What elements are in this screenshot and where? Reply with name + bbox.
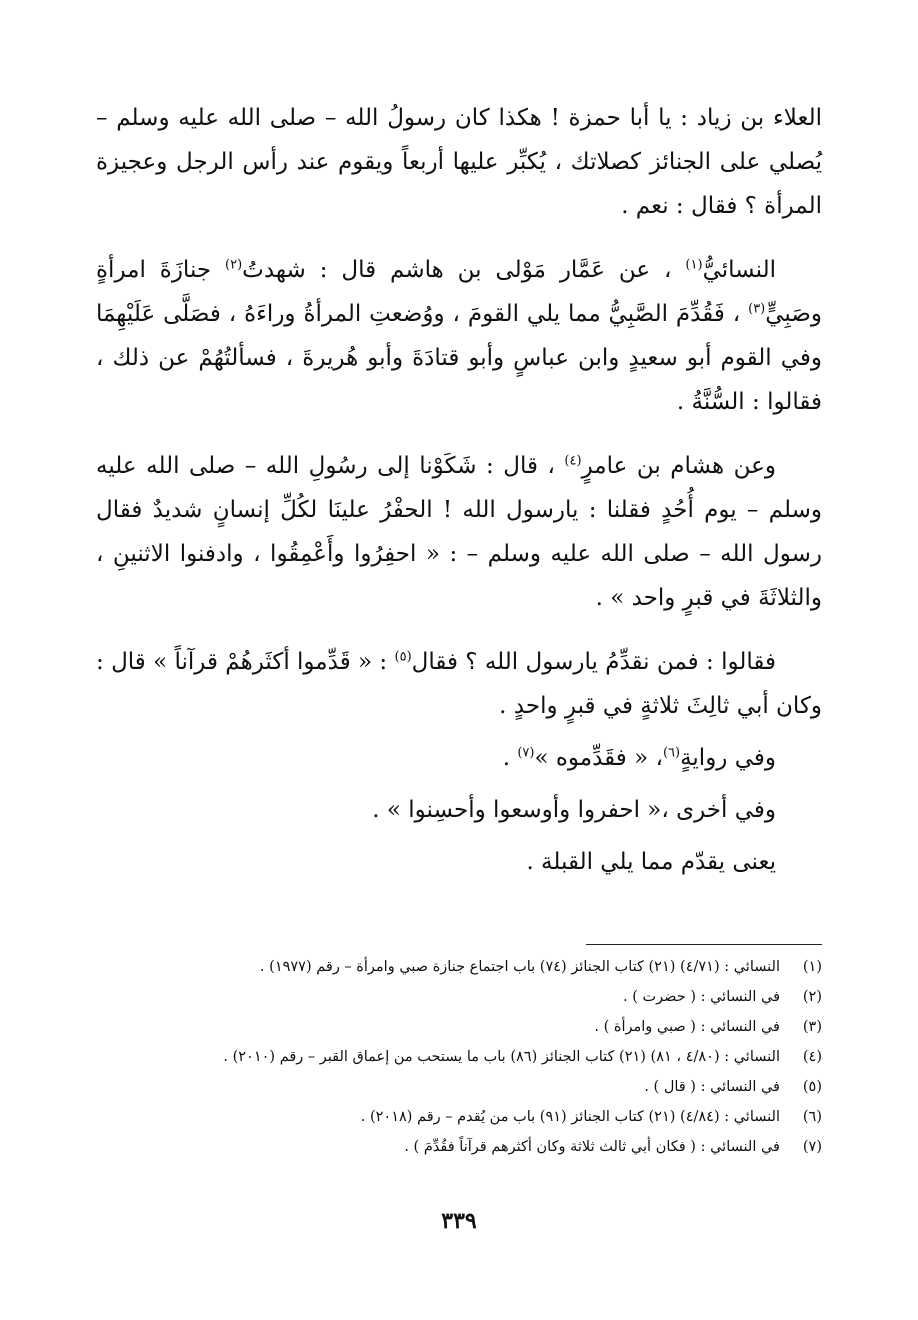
paragraph-4 xyxy=(96,640,822,728)
paragraph-6 xyxy=(96,788,822,832)
footnote-ref-3: (٣) xyxy=(748,301,766,317)
footnote-separator xyxy=(586,944,822,945)
paragraph-2-part-a: النسائيُّ xyxy=(702,257,776,283)
footnote-number: (٦) xyxy=(802,1109,822,1125)
footnote-text: في النسائي : ( فكان أبي ثالث ثلاثة وكان أكثرهم قرآناً فقُدِّمَ ) . xyxy=(404,1139,780,1155)
footnote-number: (٣) xyxy=(802,1019,822,1035)
footnote-number: (٧) xyxy=(802,1139,822,1155)
paragraph-3-part-b: ، قال : شَكَوْنا إلى رسُولِ الله – صلى الله عليه وسلم – يوم أُحُدٍ فقلنا : يارسول الله ! الحفْرُ علينَا لكُلِّ إنسانٍ شديدٌ فقال رسول الله – صلى الله عليه وسلم – : « احفِرُوا وأَعْمِقُوا ، وادفنوا الاثنينِ ، والثلاثَةَ في قبرٍ واحد » . xyxy=(96,453,822,611)
footnote-item xyxy=(96,952,822,982)
footnote-text: في النسائي : ( قال ) . xyxy=(644,1079,780,1095)
paragraph-3-part-a: وعن هشام بن عامرٍ xyxy=(581,453,776,479)
paragraph-4-part-b: : « قَدِّموا أكثَرهُمْ قرآناً » قال : وكان أبي ثالِثَ ثلاثةٍ في قبرٍ واحدٍ . xyxy=(96,649,822,719)
footnote-text: النسائي : (٤/٨٠ ، ٨١) (٢١) كتاب الجنائز (٨٦) باب ما يستحب من إعماق القبر – رقم (٢٠١٠) . xyxy=(223,1049,780,1065)
paragraph-1 xyxy=(96,96,822,228)
footnote-ref-5: (٥) xyxy=(394,649,412,665)
paragraph-7-text: يعنى يقدّم مما يلي القبلة . xyxy=(526,849,776,875)
footnote-item xyxy=(96,982,822,1012)
footnote-ref-7: (٧) xyxy=(517,745,535,761)
footnote-ref-1: (١) xyxy=(685,257,703,273)
page-number: ٣٣٩ xyxy=(441,1208,477,1234)
paragraph-1-text: العلاء بن زياد : يا أبا حمزة ! هكذا كان رسولُ الله – صلى الله عليه وسلم – يُصلي على الجنائز كصلاتك ، يُكبِّر عليها أربعاً ويقوم عند رأس الرجل وعجيزة المرأة ؟ فقال : نعم . xyxy=(96,105,822,219)
footnote-number: (٥) xyxy=(802,1079,822,1095)
footnote-text: في النسائي : ( حضرت ) . xyxy=(623,989,780,1005)
paragraph-5-part-c: . xyxy=(502,745,518,771)
paragraph-2-part-d: ، فَقُدِّمَ الصَّبِيُّ مما يلي القومَ ، ووُضعتِ المرأةُ وراءَهُ ، فصَلَّى عَلَيْهِمَا وفي القوم أبو سعيدٍ وابن عباسٍ وأبو قتادَةَ وأبو هُريرةَ ، فسألتُهُمْ عن ذلك ، فقالوا : السُّنَّةُ . xyxy=(96,301,822,415)
footnote-item xyxy=(96,1042,822,1072)
paragraph-5-part-b: ، « فقَدِّموه » xyxy=(534,745,663,771)
paragraph-4-part-a: فقالوا : فمن نقدِّمُ يارسول الله ؟ فقال xyxy=(411,649,776,675)
footnote-text: النسائي : (٤/٧١) (٢١) كتاب الجنائز (٧٤) باب اجتماع جنازة صبي وامرأة – رقم (١٩٧٧) . xyxy=(259,959,780,975)
footnote-number: (٤) xyxy=(802,1049,822,1065)
footnote-text: النسائي : (٤/٨٤) (٢١) كتاب الجنائز (٩١) باب من يُقدم – رقم (٢٠١٨) . xyxy=(360,1109,780,1125)
main-text xyxy=(96,96,822,892)
paragraph-6-text: وفي أخرى ،« احفروا وأوسعوا وأحسِنوا » . xyxy=(372,797,776,823)
paragraph-2-part-c: جنازَةَ امرأةٍ وصَبِيٍّ xyxy=(96,257,822,327)
paragraph-5-part-a: وفي روايةٍ xyxy=(680,745,776,771)
footnote-ref-2: (٢) xyxy=(225,257,243,273)
footnote-item xyxy=(96,1102,822,1132)
footnote-ref-6: (٦) xyxy=(662,745,681,761)
paragraph-2-part-b: ، عن عَمَّار مَوْلى بن هاشم قال : شهدتُ xyxy=(242,257,686,283)
footnote-item xyxy=(96,1132,822,1162)
paragraph-7 xyxy=(96,840,822,884)
footnote-ref-4: (٤) xyxy=(564,453,582,469)
footnote-number: (١) xyxy=(802,959,822,975)
footnotes xyxy=(96,952,822,1162)
paragraph-5 xyxy=(96,736,822,780)
footnote-item xyxy=(96,1072,822,1102)
footnote-item xyxy=(96,1012,822,1042)
paragraph-3 xyxy=(96,444,822,620)
paragraph-2 xyxy=(96,248,822,424)
footnote-text: في النسائي : ( صبي وامرأة ) . xyxy=(594,1019,780,1035)
footnote-number: (٢) xyxy=(802,989,822,1005)
